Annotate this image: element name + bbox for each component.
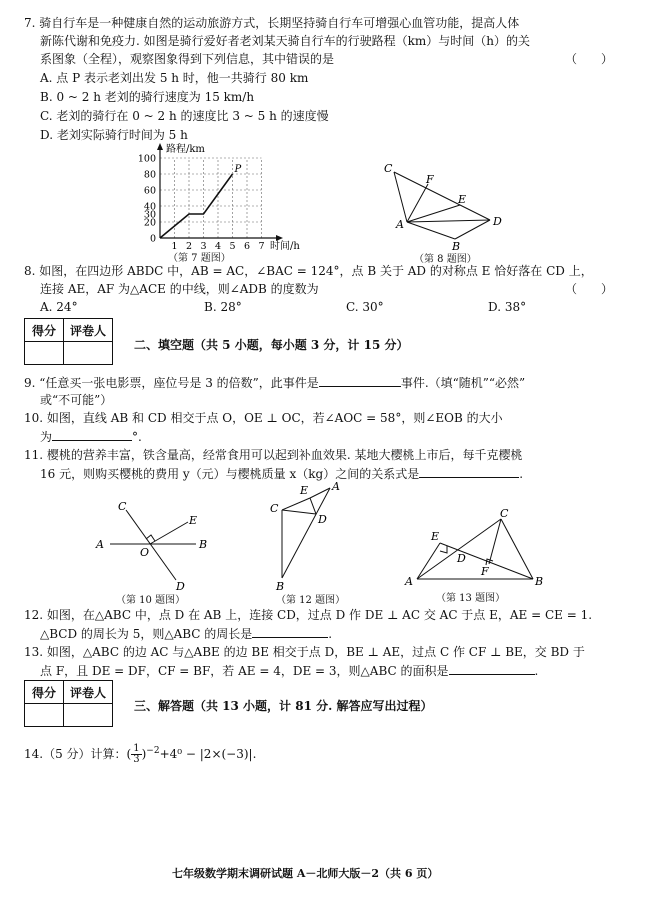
q10-figure <box>96 498 216 594</box>
point-d: D <box>176 580 185 593</box>
point-c: C <box>118 500 127 513</box>
q8-figure-caption: （第 8 题图） <box>414 254 477 265</box>
y-axis-label: 路程/km <box>166 144 205 155</box>
x-tick-label: 4 <box>214 241 222 252</box>
q12-answer-blank[interactable] <box>252 625 328 638</box>
x-tick-label: 2 <box>185 241 193 252</box>
q10-answer-blank[interactable] <box>52 428 132 441</box>
q9-stem-line1 <box>24 374 525 391</box>
page-footer: 七年级数学期末调研试题 A－北师大版－2（共 6 页） <box>172 867 439 880</box>
x-tick-label: 1 <box>171 241 178 252</box>
q7-stem-line2: 新陈代谢和免疫力. 如图是骑行爱好者老刘某天骑自行车的行驶路程（km）与时间（h）的关 <box>40 34 531 48</box>
y-tick-label: 30 <box>143 209 156 221</box>
fraction-numerator: 1 <box>133 743 140 754</box>
q13-stem-line1: 13. 如图，△ABC 的边 AC 与△ABE 的边 BE 相交于点 D，BE ⊥ AE，过点 C 作 CF ⊥ BE，交 BD 于 <box>24 645 585 659</box>
q12-figure <box>268 478 348 593</box>
q9-text-cont: 事件.（填“随机”“必然” <box>400 376 526 390</box>
q8-answer-paren: （ ） <box>565 282 614 296</box>
y-tick-label: 60 <box>143 185 156 197</box>
point-d: D <box>493 215 502 228</box>
point-f: F <box>426 173 434 186</box>
q10-stem-line1: 10. 如图，直线 AB 和 CD 相交于点 O，OE ⊥ OC，若∠AOC = 58°，则∠EOB 的大小 <box>24 411 503 425</box>
x-tick-label: 3 <box>200 241 207 252</box>
point-d: D <box>318 513 327 526</box>
q10-text: 为 <box>40 430 53 444</box>
point-o: O <box>140 546 150 559</box>
q8-option-c: C. 30° <box>346 300 384 314</box>
point-a: A <box>332 480 340 493</box>
point-a: A <box>396 218 404 231</box>
point-e: E <box>431 530 440 543</box>
point-f: F <box>481 565 489 578</box>
q8-option-a: A. 24° <box>40 300 78 314</box>
q13-answer-blank[interactable] <box>449 662 535 675</box>
q7-stem-line1: 7. 骑自行车是一种健康自然的运动旅游方式，长期坚持骑自行车可增强心血管功能，提高人体 <box>24 16 520 30</box>
point-c: C <box>500 507 509 520</box>
point-b: B <box>452 240 461 253</box>
q8-figure <box>380 160 510 255</box>
q14-text-rest: +4⁰ − |2×(−3)|. <box>159 747 257 761</box>
point-a: A <box>96 538 104 551</box>
point-b: B <box>199 538 208 551</box>
grader-label: 评卷人 <box>64 319 113 342</box>
q8-stem-line1: 8. 如图，在四边形 ABDC 中，AB = AC，∠BAC = 124°，点 B 关于 AD 的对称点 E 恰好落在 CD 上， <box>24 264 593 278</box>
x-tick-label: 6 <box>243 241 251 252</box>
q9-stem-line2: 或“不可能”） <box>40 393 113 407</box>
q7-option-c: C. 老刘的骑行在 0 ~ 2 h 的速度比 3 ~ 5 h 的速度慢 <box>40 109 329 123</box>
q8-option-d: D. 38° <box>488 300 527 314</box>
score-cell[interactable] <box>25 342 64 365</box>
point-a: A <box>405 575 413 588</box>
x-tick-label: 5 <box>229 241 236 252</box>
q10-stem-line2 <box>40 428 142 445</box>
graph-ticks <box>138 154 265 253</box>
point-c: C <box>384 162 393 175</box>
q7-answer-paren: （ ） <box>565 52 614 66</box>
point-e: E <box>458 193 467 206</box>
q12-text: △BCD 的周长为 5，则△ABC 的周长是 <box>40 627 253 641</box>
q11-text-end: . <box>519 467 524 481</box>
q13-figure-caption: （第 13 题图） <box>436 593 506 604</box>
q14-stem: 14.（5 分）计算：( $\frac{1}{3}$ )$^{-2}$+4⁰ − |2×(−3)|. <box>24 743 257 765</box>
score-cell[interactable] <box>25 704 64 727</box>
q13-stem-line2 <box>40 662 538 679</box>
grader-cell[interactable] <box>64 704 113 727</box>
q8-option-b: B. 28° <box>204 300 242 314</box>
fraction-denominator: 3 <box>133 754 140 765</box>
y-tick-label: 20 <box>143 217 156 229</box>
point-p-label: P <box>234 164 242 175</box>
y-axis-arrow <box>157 143 163 150</box>
y-tick-label: 40 <box>143 201 156 213</box>
q7-distance-time-graph <box>130 143 310 255</box>
q12-stem-line2 <box>40 625 332 642</box>
q9-text: 9. “任意买一张电影票，座位号是 3 的倍数”，此事件是 <box>24 376 319 390</box>
grader-cell[interactable] <box>64 342 113 365</box>
q7-option-d: D. 老刘实际骑行时间为 5 h <box>40 128 188 142</box>
section2-title: 二、填空题（共 5 小题，每小题 3 分，计 15 分） <box>134 338 409 352</box>
q14-fraction <box>131 744 141 765</box>
q7-option-b: B. 0 ~ 2 h 老刘的骑行速度为 15 km/h <box>40 90 255 104</box>
q9-answer-blank[interactable] <box>319 374 401 387</box>
q8-stem-line2: 连接 AE，AF 为△ACE 的中线，则∠ADB 的度数为 <box>40 282 319 296</box>
q11-text: 16 元，则购买樱桃的费用 y（元）与樱桃质量 x（kg）之间的关系式是 <box>40 467 420 481</box>
y-tick-label: 100 <box>137 153 156 165</box>
q12-text-end: . <box>328 627 333 641</box>
q14-text: 14.（5 分）计算： <box>24 747 127 761</box>
x-axis-label: 时间/h <box>270 241 300 252</box>
section3-title: 三、解答题（共 13 小题，计 81 分. 解答应写出过程） <box>134 699 433 713</box>
q12-figure-caption: （第 12 题图） <box>276 595 346 606</box>
point-c: C <box>270 502 279 515</box>
grader-label: 评卷人 <box>64 681 113 704</box>
q13-text: 点 F，且 DE = DF，CF = BF，若 AE = 4，DE = 3，则△ABC 的面积是 <box>40 664 449 678</box>
score-table-section3 <box>24 680 113 727</box>
q13-figure <box>403 505 553 595</box>
y-tick-label: 80 <box>143 169 156 181</box>
y-tick-label: 0 <box>149 233 156 245</box>
score-table-section2 <box>24 318 113 365</box>
q11-stem-line1: 11. 樱桃的营养丰富，铁含量高，经常食用可以起到补血效果. 某地大樱桃上市后，每千克樱桃 <box>24 448 523 462</box>
q7-figure-caption: （第 7 题图） <box>168 253 231 264</box>
q11-answer-blank[interactable] <box>419 465 519 478</box>
x-tick-label: 7 <box>258 241 265 252</box>
point-e: E <box>189 514 198 527</box>
q10-figure-caption: （第 10 题图） <box>116 595 186 606</box>
q10-text-end: °. <box>132 430 142 444</box>
q12-stem-line1: 12. 如图，在△ABC 中，点 D 在 AB 上，连接 CD，过点 D 作 DE ⊥ AC 交 AC 于点 E，AE = CE = 1. <box>24 608 593 622</box>
q7-stem-line3: 系图象（全程），观察图象得到下列信息，其中错误的是 <box>40 52 335 66</box>
point-d: D <box>457 552 466 565</box>
q7-option-a: A. 点 P 表示老刘出发 5 h 时，他一共骑行 80 km <box>40 71 309 85</box>
point-e: E <box>300 484 309 497</box>
score-label: 得分 <box>25 681 64 704</box>
point-b: B <box>276 580 285 593</box>
score-label: 得分 <box>25 319 64 342</box>
point-b: B <box>535 575 544 588</box>
q13-text-end: . <box>534 664 539 678</box>
